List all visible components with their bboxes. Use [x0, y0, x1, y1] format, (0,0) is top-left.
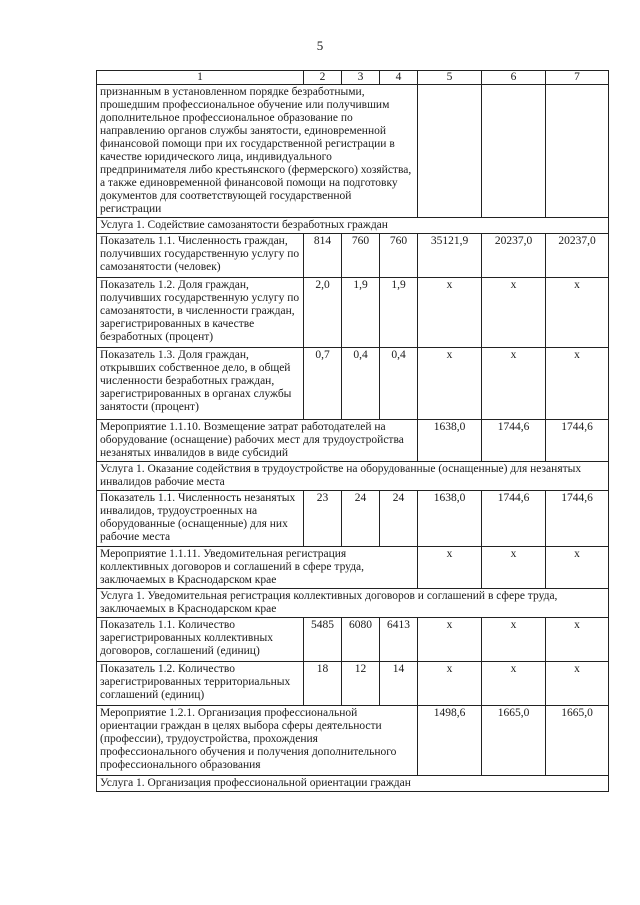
- service-row: [97, 776, 609, 792]
- value-cell: 1,9: [380, 278, 418, 348]
- header-cell: 1: [97, 71, 304, 85]
- value-cell: 6413: [380, 618, 418, 662]
- service-title: Услуга 1. Организация профессиональной ориентации граждан: [97, 776, 609, 792]
- indicator-row: [97, 278, 609, 348]
- value-cell: х: [546, 618, 609, 662]
- value-cell: 1638,0: [418, 420, 482, 462]
- value-cell: 20237,0: [482, 234, 546, 278]
- header-cell: 7: [546, 71, 609, 85]
- value-cell: 814: [304, 234, 342, 278]
- value-cell: 1744,6: [546, 420, 609, 462]
- value-cell: 20237,0: [546, 234, 609, 278]
- activity-row: [97, 420, 609, 462]
- value-cell: 1,9: [342, 278, 380, 348]
- service-title: Услуга 1. Содействие самозанятости безработных граждан: [97, 218, 609, 234]
- indicator-row: [97, 348, 609, 420]
- activity-row: [97, 706, 609, 776]
- indicator-label: Показатель 1.2. Доля граждан, получивших государственную услугу по самозанятости, в численности граждан, зарегистрированных в качестве безработных (процент): [97, 278, 304, 348]
- activity-label: Мероприятие 1.1.10. Возмещение затрат работодателей на оборудование (оснащение) рабочих мест для трудоустройства незанятых инвалидов в виде субсидий: [97, 420, 418, 462]
- activity-label: Мероприятие 1.1.11. Уведомительная регистрация коллективных договоров и соглашений в сфере труда, заключаемых в Краснодарском крае: [97, 547, 418, 589]
- value-cell: х: [482, 348, 546, 420]
- indicator-label: Показатель 1.1. Количество зарегистрированных коллективных договоров, соглашений (единиц): [97, 618, 304, 662]
- value-cell: 0,7: [304, 348, 342, 420]
- service-title: Услуга 1. Оказание содействия в трудоустройстве на оборудованные (оснащенные) для незанятых инвалидов рабочие места: [97, 462, 609, 491]
- value-cell: 24: [342, 491, 380, 547]
- value-cell: 1665,0: [482, 706, 546, 776]
- indicator-row: [97, 491, 609, 547]
- value-cell: 14: [380, 662, 418, 706]
- value-cell: 1665,0: [546, 706, 609, 776]
- value-cell: 1744,6: [546, 491, 609, 547]
- service-row: [97, 218, 609, 234]
- value-cell: х: [546, 348, 609, 420]
- value-cell: 35121,9: [418, 234, 482, 278]
- value-cell: 1498,6: [418, 706, 482, 776]
- activity-row: [97, 547, 609, 589]
- value-cell: 23: [304, 491, 342, 547]
- indicator-row: [97, 662, 609, 706]
- table-header-row: [97, 71, 609, 85]
- service-row: [97, 589, 609, 618]
- value-cell: 5485: [304, 618, 342, 662]
- value-cell: х: [482, 278, 546, 348]
- value-cell: х: [546, 662, 609, 706]
- indicator-label: Показатель 1.3. Доля граждан, открывших собственное дело, в общей численности безработных граждан, зарегистрированных в органах службы занятости (процент): [97, 348, 304, 420]
- value-cell: х: [482, 547, 546, 589]
- value-cell: 0,4: [380, 348, 418, 420]
- header-cell: 3: [342, 71, 380, 85]
- service-row: [97, 462, 609, 491]
- value-cell: 0,4: [342, 348, 380, 420]
- value-cell: 1744,6: [482, 420, 546, 462]
- indicator-row: [97, 618, 609, 662]
- value-cell: х: [418, 662, 482, 706]
- value-cell: 12: [342, 662, 380, 706]
- value-cell: 760: [342, 234, 380, 278]
- indicator-label: Показатель 1.1. Численность граждан, получивших государственную услугу по самозанятости (человек): [97, 234, 304, 278]
- program-table: [96, 70, 609, 792]
- header-cell: 5: [418, 71, 482, 85]
- page-number: 5: [316, 38, 324, 53]
- value-cell: х: [546, 547, 609, 589]
- continued-text-cell: признанным в установленном порядке безработными, прошедшим профессиональное обучение или получившим дополнительное профессиональное образование по направлению органов службы занятости, единовременной финансовой помощи при их государственной регистрации в качестве юридического лица, индивидуального предпринимателя либо крестьянского (фермерского) хозяйства, а также единовременной финансовой помощи на подготовку документов для соответствующей государственной регистрации: [97, 85, 418, 218]
- indicator-label: Показатель 1.1. Численность незанятых инвалидов, трудоустроенных на оборудованные (оснащенные) для них рабочие места: [97, 491, 304, 547]
- header-cell: 4: [380, 71, 418, 85]
- value-cell: х: [418, 278, 482, 348]
- value-cell: 1744,6: [482, 491, 546, 547]
- indicator-label: Показатель 1.2. Количество зарегистрированных территориальных соглашений (единиц): [97, 662, 304, 706]
- value-cell: х: [482, 662, 546, 706]
- value-cell: х: [418, 348, 482, 420]
- value-cell: х: [418, 547, 482, 589]
- header-cell: 6: [482, 71, 546, 85]
- header-cell: 2: [304, 71, 342, 85]
- service-title: Услуга 1. Уведомительная регистрация коллективных договоров и соглашений в сфере труда, заключаемых в Краснодарском крае: [97, 589, 609, 618]
- value-cell: 1638,0: [418, 491, 482, 547]
- value-cell: х: [482, 618, 546, 662]
- value-cell: 6080: [342, 618, 380, 662]
- table-row: [97, 85, 609, 218]
- value-cell: 24: [380, 491, 418, 547]
- value-cell: 760: [380, 234, 418, 278]
- value-cell: х: [418, 618, 482, 662]
- value-cell: х: [546, 278, 609, 348]
- indicator-row: [97, 234, 609, 278]
- value-cell: 18: [304, 662, 342, 706]
- activity-label: Мероприятие 1.2.1. Организация профессиональной ориентации граждан в целях выбора сферы деятельности (профессии), трудоустройства, прохождения профессионального обучения и получения дополнительного профессионального образования: [97, 706, 418, 776]
- value-cell: 2,0: [304, 278, 342, 348]
